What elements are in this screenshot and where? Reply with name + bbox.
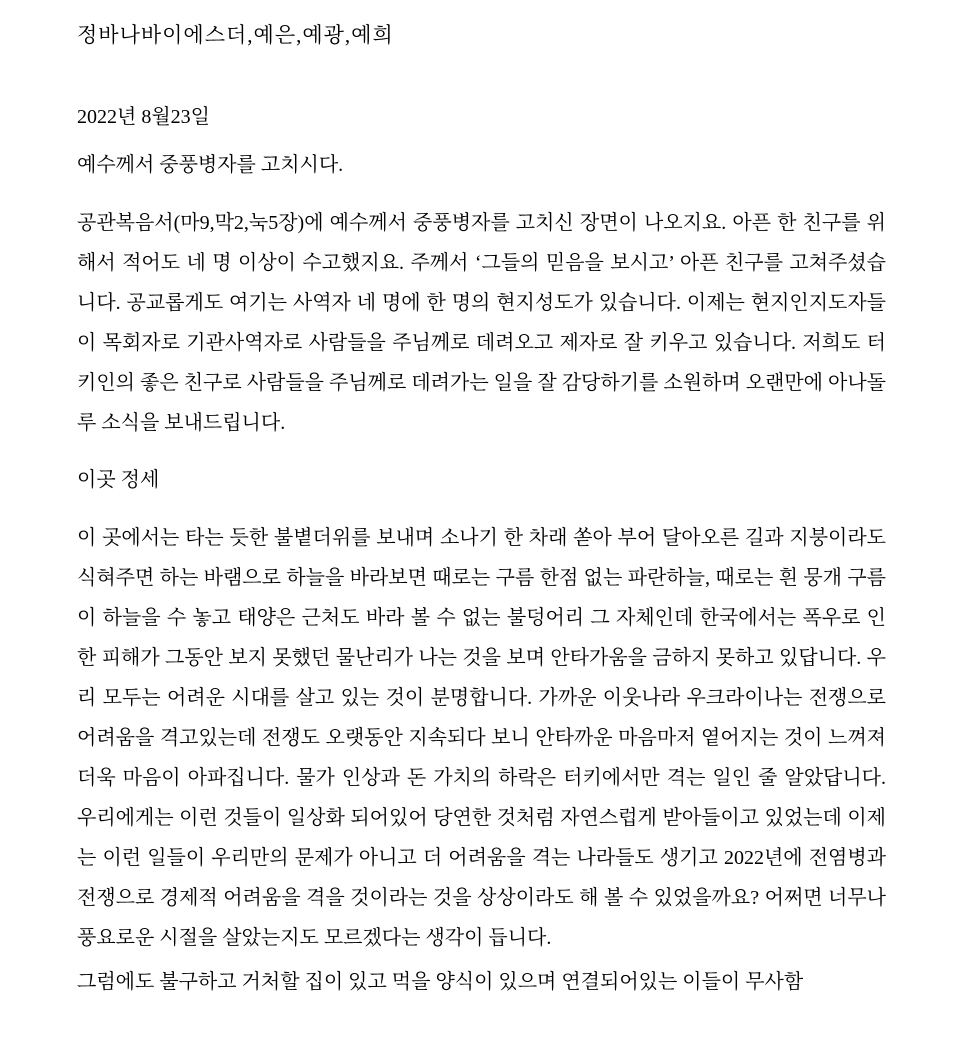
- recipient-header-line: 정바나바이에스더,예은,예광,예희: [77, 23, 394, 47]
- paragraph-intro: 공관복음서(마9,막2,눅5장)에 예수께서 중풍병자를 고치신 장면이 나오지요. 아픈 한 친구를 위해서 적어도 네 명 이상이 수고했지요. 주께서 ‘그들의 믿음을 보시고’ 아픈 친구를 고쳐주셨습니다. 공교롭게도 여기는 사역자 네 명에 한 명의 현지성도가 있습니다. 이제는 현지인지도자들이 목회자로 기관사역자로 사람들을 주님께로 데려오고 제자로 잘 키우고 있습니다. 저희도 터키인의 좋은 친구로 사람들을 주님께로 데려가는 일을 잘 감당하기를 소원하며 오랜만에 아나돌루 소식을 보내드립니다.: [77, 212, 886, 434]
- paragraph-local-situation: 이 곳에서는 타는 듯한 불볕더위를 보내며 소나기 한 차래 쏟아 부어 달아오른 길과 지붕이라도 식혀주면 하는 바램으로 하늘을 바라보면 때로는 구름 한점 없는 파란하늘, 때로는 흰 뭉개 구름이 하늘을 수 놓고 태양은 근처도 바라 볼 수 없는 불덩어리 그 자체인데 한국에서는 폭우로 인한 피해가 그동안 보지 못했던 물난리가 나는 것을 보며 안타가움을 금하지 못하고 있답니다. 우리 모두는 어려운 시대를 살고 있는 것이 분명합니다. 가까운 이웃나라 우크라이나는 전쟁으로 어려움을 격고있는데 전쟁도 오랫동안 지속되다 보니 안타까운 마음마저 옅어지는 것이 느껴져 더욱 마음이 아파집니다. 물가 인상과 돈 가치의 하락은 터키에서만 격는 일인 줄 알았답니다. 우리에게는 이런 것들이 일상화 되어있어 당연한 것처럼 자연스럽게 받아들이고 있었는데 이제는 이런 일들이 우리만의 문제가 아니고 더 어려움을 격는 나라들도 생기고 2022년에 전염병과 전쟁으로 경제적 어려움을 격을 것이라는 것을 상상이라도 해 볼 수 있었을까요? 어쩌면 너무나 풍요로운 시절을 살았는지도 모르겠다는 생각이 듭니다.: [77, 527, 886, 949]
- document-title: 예수께서 중풍병자를 고치시다.: [77, 154, 344, 176]
- paragraph-closing-partial: 그럼에도 불구하고 거처할 집이 있고 먹을 양식이 있으며 연결되어있는 이들이 무사함: [77, 971, 804, 993]
- section-heading-local-situation: 이곳 정세: [77, 469, 160, 491]
- date-line: 2022년 8월23일: [77, 106, 210, 128]
